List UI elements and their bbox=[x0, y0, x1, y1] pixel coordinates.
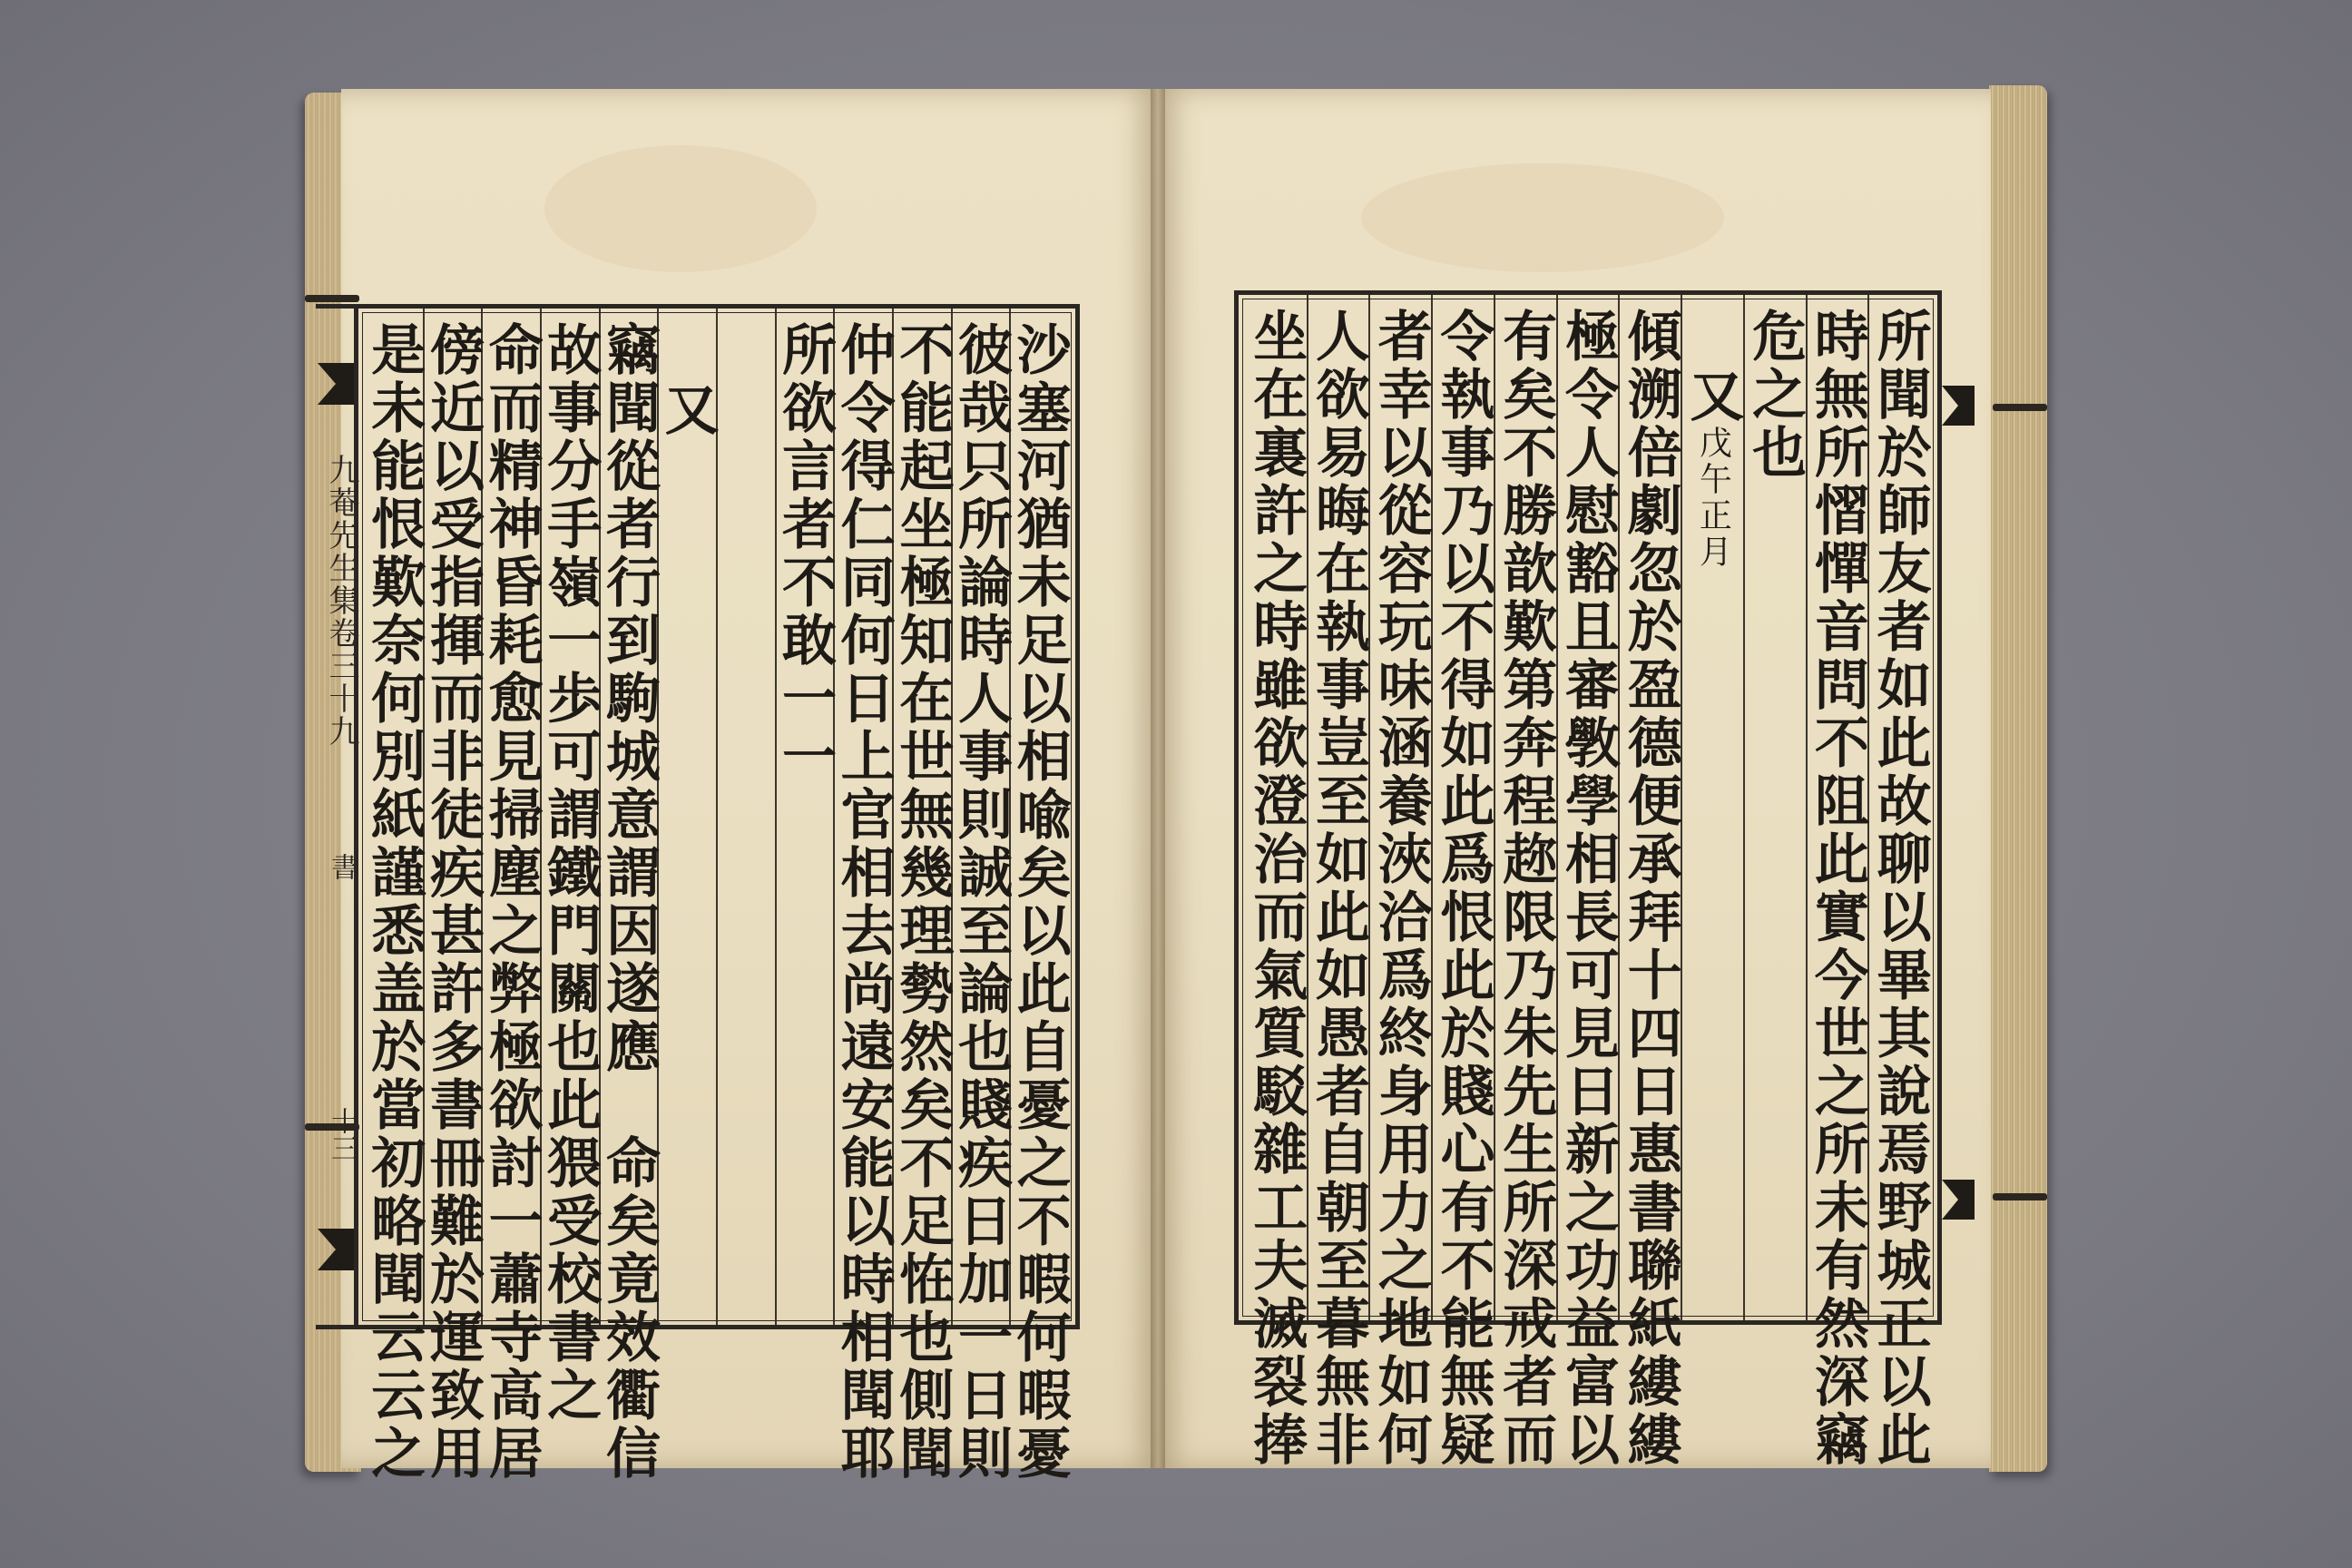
text-column bbox=[716, 309, 775, 1325]
fish-tail-bottom-icon bbox=[318, 1229, 354, 1270]
text-column: 是未能恨歎奈何別紙謹悉盖於當初略聞云云之 bbox=[362, 321, 426, 1483]
text-column: 不能起坐極知在世無幾理勢然矣不足恠也側聞 bbox=[892, 309, 951, 1325]
banxin-title: 九菴先生集卷三十九 bbox=[323, 454, 359, 748]
banxin-column bbox=[316, 304, 359, 1329]
banxin-page-number: 十三 bbox=[326, 1107, 358, 1161]
right-page-edges bbox=[1989, 85, 2047, 1472]
text-column: 竊聞從者行到駒城意謂因遂應 命矣竟效衢信 bbox=[599, 309, 658, 1325]
right-text-frame bbox=[1234, 290, 1942, 1469]
book-gutter bbox=[1151, 89, 1165, 1468]
text-column-heading: 又 bbox=[657, 309, 716, 1325]
text-column: 者幸以從容玩味涵養浹洽爲終身用力之地如何 bbox=[1368, 295, 1431, 1320]
text-column: 令執事乃以不得如此爲恨此於賤心有不能無疑 bbox=[1431, 295, 1494, 1320]
text-column: 所聞於師友者如此故聊以畢其說焉野城正以此 bbox=[1867, 295, 1930, 1320]
paper-stain bbox=[1361, 163, 1724, 272]
text-column: 故事分手嶺一歩可謂鐵門關也此猥受校書之 bbox=[540, 309, 599, 1325]
text-column: 人欲易晦在執事豈至如此如愚者自朝至暮無非 bbox=[1307, 295, 1369, 1320]
text-column: 彼哉只所論時人事則誠至論也賤疾日加一日則 bbox=[951, 309, 1010, 1325]
binding-thread-top-right bbox=[1993, 404, 2047, 411]
left-text-frame bbox=[354, 304, 1080, 1483]
text-column: 極令人慰豁且審斆學相長可見日新之功益富以 bbox=[1556, 295, 1619, 1320]
right-columns bbox=[1244, 295, 1932, 1469]
binding-thread-top-left bbox=[305, 295, 359, 302]
text-column: 坐在裏許之時雖欲澄治而氣質駁雜工夫滅裂捧 bbox=[1244, 308, 1308, 1469]
binding-thread-bottom-right bbox=[1993, 1193, 2047, 1200]
left-columns bbox=[362, 309, 1072, 1483]
text-column: 有矣不勝歆歎第奔程趂限乃朱先生所深戒者而 bbox=[1494, 295, 1556, 1320]
fish-tail-top-icon bbox=[318, 363, 354, 405]
banxin-category: 書 bbox=[326, 853, 358, 880]
text-column: 危之也 bbox=[1743, 295, 1806, 1320]
text-column: 沙塞河猶未足以相喩矣以此自憂之不暇何暇憂 bbox=[1009, 309, 1068, 1325]
text-column: 傍近以受指揮而非徒疾甚許多書冊難於運致用 bbox=[423, 309, 482, 1325]
text-column: 仲令得仁同何日上官相去尚遠安能以時相聞耶 bbox=[833, 309, 892, 1325]
date-subscript: 戊午正月 bbox=[1694, 426, 1732, 571]
text-column: 時無所慴憚音問不阻此實今世之所未有然深竊 bbox=[1806, 295, 1868, 1320]
paper-stain bbox=[544, 145, 817, 272]
text-column: 傾溯倍劇忽於盈德便承拜十四日惠書聯紙縷縷 bbox=[1618, 295, 1681, 1320]
text-column-heading: 又戊午正月 bbox=[1681, 295, 1743, 1320]
text-column: 所欲言者不敢一一 bbox=[775, 309, 834, 1325]
text-column: 命而精神昏耗愈見掃塵之弊極欲討一蕭寺高居 bbox=[481, 309, 540, 1325]
